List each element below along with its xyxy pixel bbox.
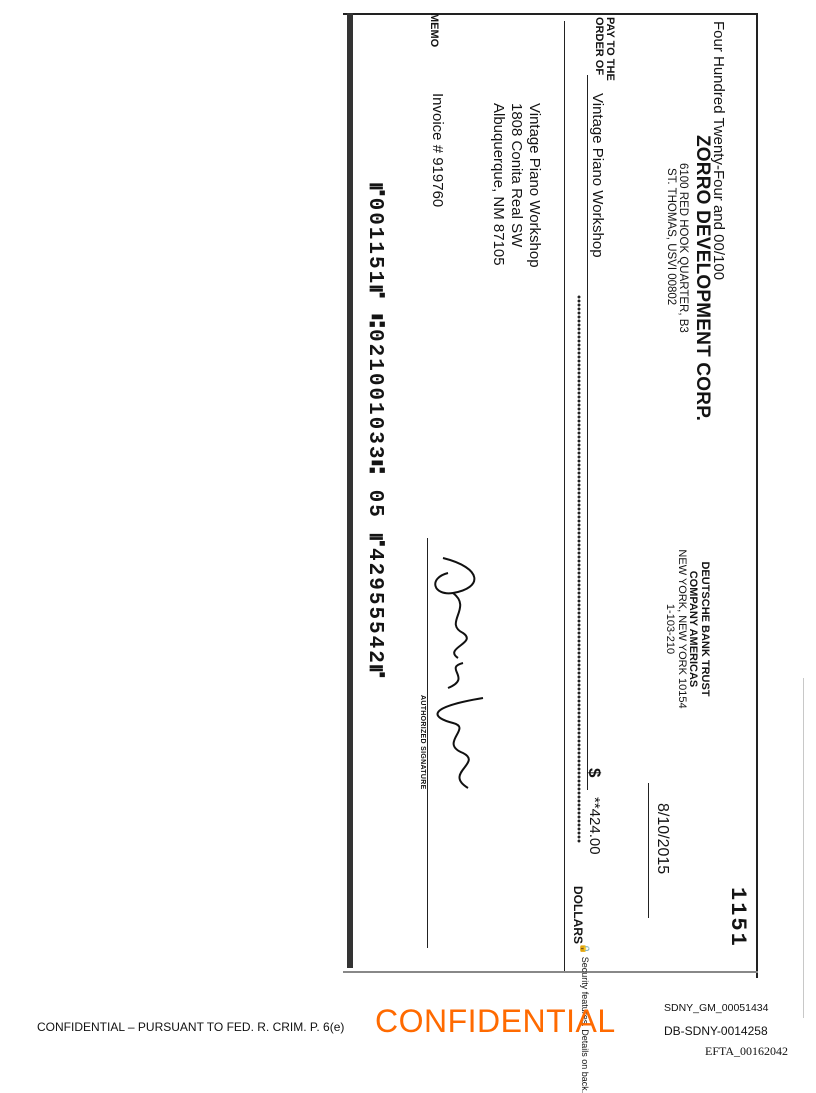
payee-line [587, 75, 588, 790]
micr-line: ⑈001151⑈ ⑆021001033⑆ 05 ⑈42955542⑈ [363, 183, 386, 680]
company-address-line: 6100 RED HOOK QUARTER, B3 [677, 163, 689, 333]
check-border [347, 13, 353, 968]
bates-number: SDNY_GM_00051434 [664, 1002, 769, 1014]
addressee-block [489, 103, 543, 268]
security-note: 🔒 Security features. Details on back. [580, 943, 590, 1093]
pay-to-label: PAY TO THE ORDER OF [593, 17, 616, 81]
memo-label: MEMO [428, 13, 440, 48]
address-line: Vintage Piano Workshop [526, 103, 543, 268]
check-border [343, 13, 758, 15]
company-address-line: ST. THOMAS, USVI 00802 [665, 168, 677, 306]
amount-line [564, 21, 565, 971]
check-number: 1151 [725, 887, 750, 948]
payee-name: Vintage Piano Workshop [589, 93, 606, 258]
memo-value: Invoice # 919760 [429, 93, 446, 208]
address-line: 1808 Conita Real SW [508, 103, 525, 248]
dollar-sign: $ [585, 768, 604, 778]
check-border [343, 971, 758, 973]
amount-figures: **424.00 [586, 797, 603, 855]
confidential-notice: CONFIDENTIAL – PURSUANT TO FED. R. CRIM. P. 6(e) [37, 1020, 345, 1034]
bank-name: DEUTSCHE BANK TRUST COMPANY AMERICAS NEW YORK, NEW YORK 10154 1-103-210 [664, 549, 711, 709]
company-name: ZORRO DEVELOPMENT CORP. [692, 135, 713, 422]
signature-line [427, 538, 428, 948]
lock-icon: 🔒 [580, 943, 590, 955]
check-date: 8/10/2015 [654, 803, 671, 875]
scan-edge-line [803, 678, 804, 1018]
amount-fill-stars [575, 295, 581, 843]
check-border [756, 13, 758, 978]
confidential-watermark: CONFIDENTIAL [375, 1003, 616, 1039]
bates-number: EFTA_00162042 [705, 1044, 789, 1058]
bates-number: DB-SDNY-0014258 [664, 1024, 768, 1038]
dollars-label: DOLLARS [571, 886, 585, 944]
date-line [648, 783, 649, 918]
amount-words: Four Hundred Twenty-Four and 00/100 [710, 21, 727, 281]
signature-label: AUTHORIZED SIGNATURE [419, 695, 426, 790]
address-line: Albuquerque, NM 87105 [490, 103, 507, 266]
